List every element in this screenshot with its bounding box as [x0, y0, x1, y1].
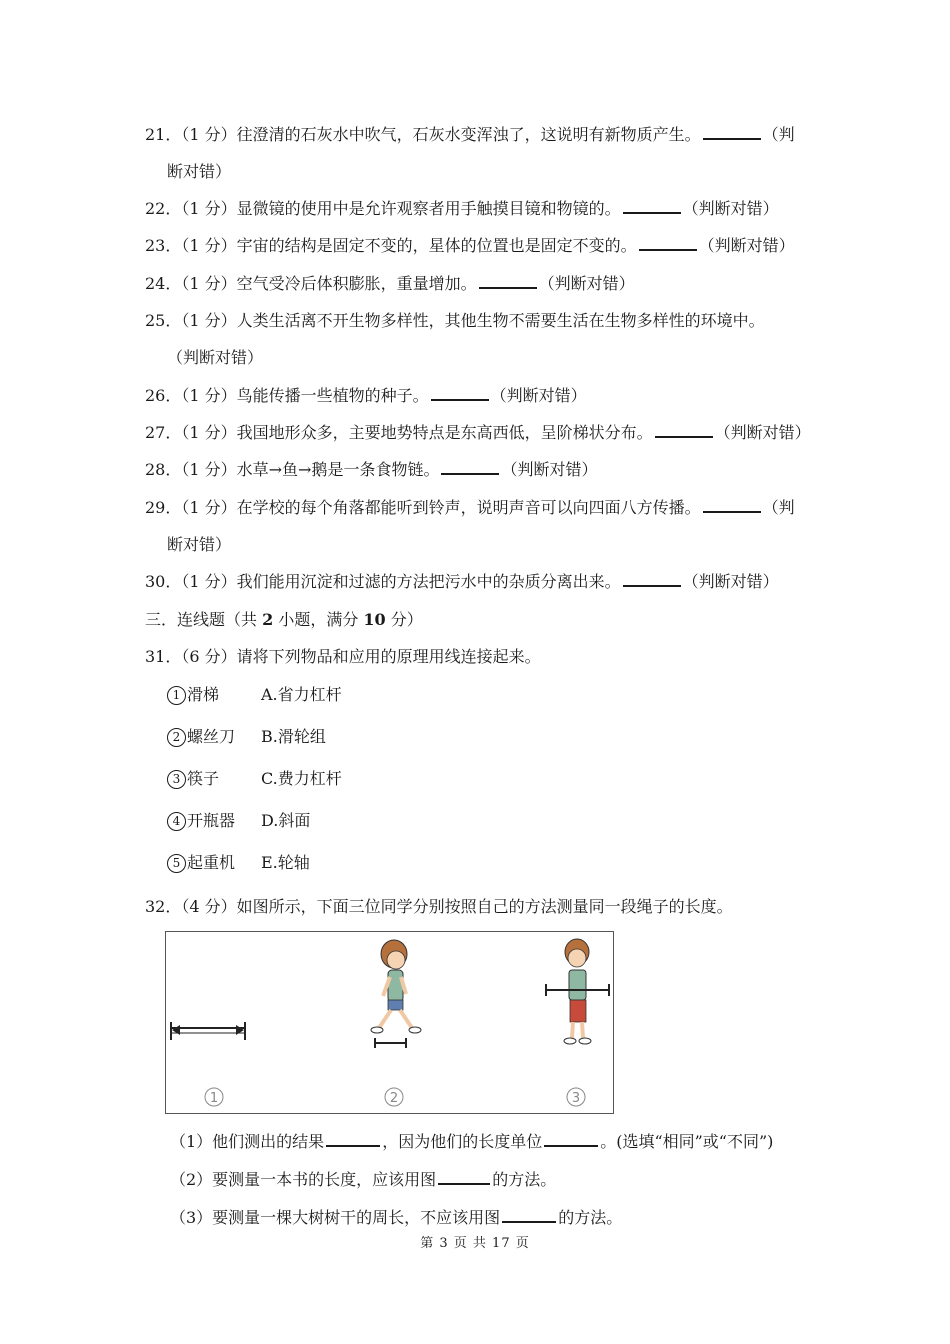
question-24	[145, 273, 635, 295]
judge-hint: （判	[762, 125, 795, 144]
walking-boy-icon	[371, 940, 421, 1048]
item-label: 螺丝刀	[187, 727, 236, 746]
judge-hint: （判断对错）	[167, 348, 264, 367]
question-28	[145, 459, 597, 481]
section-heading	[145, 609, 423, 631]
question-32-sub3	[170, 1207, 622, 1229]
question-32-sub2	[170, 1169, 556, 1191]
figure-label-2	[385, 1088, 403, 1106]
answer-blank[interactable]	[479, 273, 537, 289]
question-21-continuation: 断对错）	[167, 162, 232, 181]
answer-blank[interactable]	[639, 235, 697, 251]
arm-span-boy-icon	[546, 939, 609, 1044]
question-text: 28．（1 分）水草→鱼→鹅是一条食物链。	[145, 460, 440, 479]
circled-number: 4	[167, 812, 186, 831]
matching-item[interactable]	[167, 810, 261, 832]
answer-blank[interactable]	[438, 1169, 490, 1185]
judge-hint: （判断对错）	[682, 199, 779, 218]
answer-blank[interactable]	[326, 1131, 380, 1147]
figure-label-text: 3	[571, 1091, 581, 1106]
ruler-arrow-icon	[171, 1022, 245, 1040]
measurement-figure	[165, 931, 614, 1114]
question-text: 23．（1 分）宇宙的结构是固定不变的，星体的位置也是固定不变的。	[145, 236, 637, 255]
sub-text: 的方法。	[492, 1170, 557, 1189]
question-30	[145, 571, 779, 593]
sub-text: （1）他们测出的结果	[170, 1132, 325, 1151]
circled-number: 1	[167, 686, 186, 705]
question-text: 29．（1 分）在学校的每个角落都能听到铃声，说明声音可以向四面八方传播。	[145, 498, 701, 517]
answer-blank[interactable]	[441, 459, 499, 475]
item-label: 开瓶器	[187, 811, 236, 830]
section-heading-text: 小题，满分	[273, 610, 364, 629]
question-31-title: 31．（6 分）请将下列物品和应用的原理用线连接起来。	[145, 647, 541, 666]
circled-number: 3	[167, 770, 186, 789]
answer-blank[interactable]	[703, 124, 761, 140]
circled-number: 5	[167, 854, 186, 873]
question-32-title: 32．（4 分）如图所示，下面三位同学分别按照自己的方法测量同一段绳子的长度。	[145, 897, 733, 916]
sub-text: （2）要测量一本书的长度，应该用图	[170, 1170, 437, 1189]
judge-hint: （判断对错）	[501, 460, 598, 479]
matching-item[interactable]	[167, 684, 261, 706]
answer-blank[interactable]	[655, 422, 713, 438]
item-label: 滑梯	[187, 685, 220, 704]
question-29-continuation: 断对错）	[167, 535, 232, 554]
judge-hint: （判断对错）	[698, 236, 795, 255]
question-29	[145, 497, 795, 519]
judge-hint: （判	[762, 498, 795, 517]
question-text: 25．（1 分）人类生活离不开生物多样性，其他生物不需要生活在生物多样性的环境中。	[145, 311, 765, 330]
figure-svg	[166, 932, 613, 1113]
section-score: 10	[363, 610, 386, 629]
matching-option[interactable]: C.费力杠杆	[261, 769, 342, 788]
answer-blank[interactable]	[623, 198, 681, 214]
question-26	[145, 385, 587, 407]
item-label: 起重机	[187, 853, 236, 872]
matching-option[interactable]: B.滑轮组	[261, 727, 326, 746]
question-25-continuation	[167, 347, 263, 369]
question-text: 26．（1 分）鸟能传播一些植物的种子。	[145, 386, 429, 405]
answer-blank[interactable]	[431, 385, 489, 401]
question-23	[145, 235, 795, 257]
question-text: 21．（1 分）往澄清的石灰水中吹气，石灰水变浑浊了，这说明有新物质产生。	[145, 125, 701, 144]
answer-blank[interactable]	[623, 571, 681, 587]
answer-blank[interactable]	[502, 1207, 556, 1223]
matching-option[interactable]: D.斜面	[261, 811, 311, 830]
judge-hint: （判断对错）	[538, 274, 635, 293]
figure-label-text: 2	[389, 1091, 399, 1106]
question-22	[145, 198, 779, 220]
sub-text: 的方法。	[558, 1208, 623, 1227]
figure-label-1	[205, 1088, 223, 1106]
judge-hint: （判断对错）	[714, 423, 811, 442]
sub-text: （3）要测量一棵大树树干的周长，不应该用图	[170, 1208, 501, 1227]
circled-number: 2	[167, 728, 186, 747]
matching-row	[167, 852, 310, 874]
question-27	[145, 422, 811, 444]
question-32-sub1	[170, 1131, 773, 1153]
section-heading-text: 分）	[385, 610, 423, 629]
sub-text: 。(选填“相同”或“不同”)	[600, 1132, 774, 1151]
section-heading-text: 三．连线题（共	[145, 610, 263, 629]
matching-item[interactable]	[167, 768, 261, 790]
section-count: 2	[262, 610, 274, 629]
answer-blank[interactable]	[544, 1131, 598, 1147]
matching-row	[167, 768, 342, 790]
figure-label-text: 1	[209, 1091, 219, 1106]
sub-text: ，因为他们的长度单位	[382, 1132, 543, 1151]
question-21	[145, 124, 795, 146]
matching-item[interactable]	[167, 852, 261, 874]
question-25	[145, 310, 765, 332]
question-text: 30．（1 分）我们能用沉淀和过滤的方法把污水中的杂质分离出来。	[145, 572, 621, 591]
judge-hint: （判断对错）	[682, 572, 779, 591]
matching-row	[167, 684, 342, 706]
item-label: 筷子	[187, 769, 220, 788]
matching-item[interactable]	[167, 726, 261, 748]
question-text: 27．（1 分）我国地形众多，主要地势特点是东高西低，呈阶梯状分布。	[145, 423, 653, 442]
question-text: 24．（1 分）空气受冷后体积膨胀，重量增加。	[145, 274, 477, 293]
page-footer: 第 3 页 共 17 页	[420, 1236, 530, 1251]
matching-option[interactable]: E.轮轴	[261, 853, 310, 872]
question-text: 22．（1 分）显微镜的使用中是允许观察者用手触摸目镜和物镜的。	[145, 199, 621, 218]
answer-blank[interactable]	[703, 497, 761, 513]
matching-row	[167, 726, 326, 748]
figure-label-3	[567, 1088, 585, 1106]
matching-row	[167, 810, 310, 832]
judge-hint: （判断对错）	[490, 386, 587, 405]
matching-option[interactable]: A.省力杠杆	[261, 685, 342, 704]
